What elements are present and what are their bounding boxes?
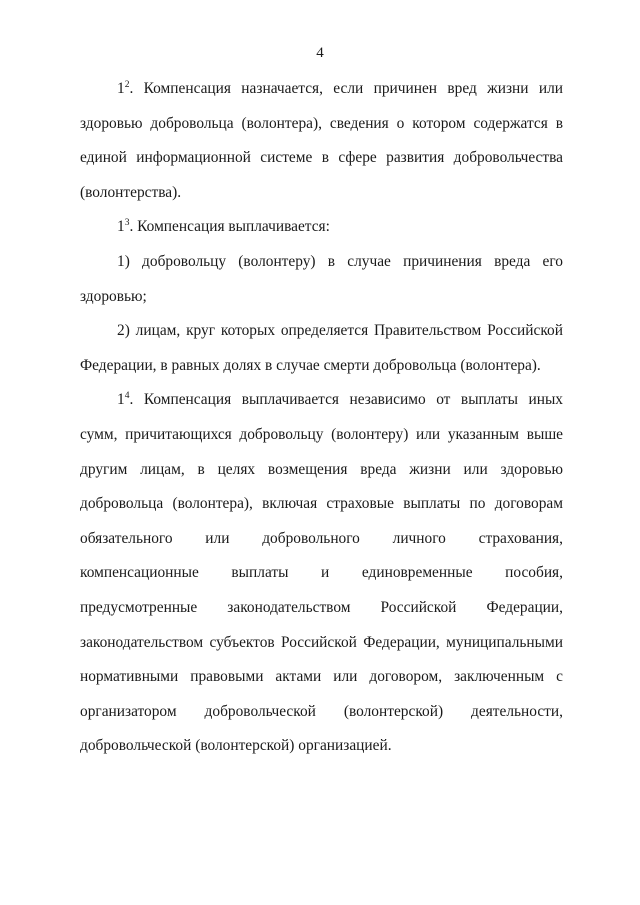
clause-marker-superscript: 3 [124, 218, 130, 229]
paragraph-text: Компенсация назначается, если причинен вред жизни или здоровью добровольца (волонтера), сведения о котором содержатся в единой информационной системе в сфере развития добровольчества (волонтерства). [80, 80, 563, 201]
clause-marker-dot: . [129, 80, 134, 97]
paragraph-text: 1) добровольцу (волонтеру) в случае причинения вреда его здоровью; [80, 252, 563, 305]
clause-marker: 1 [117, 391, 125, 409]
document-body [80, 72, 563, 764]
clause-marker-dot: . [129, 218, 134, 236]
paragraph-text: Компенсация выплачивается независимо от выплаты иных сумм, причитающихся добровольцу (волонтеру) или указанным выше другим лицам, в целях возмещения вреда жизни или здоровью добровольца (волонтера), включая страховые выплаты по договорам обязательного или добровольного личного страхования, компенсационные выплаты и единовременные пособия, предусмотренные законодательством Российской Федерации, законодательством субъектов Российской Федерации, муниципальными нормативными правовыми актами или договором, заключенным с организатором добровольческой (волонтерской) деятельности, добровольческой (волонтерской) организацией. [80, 391, 563, 755]
clause-marker-dot: . [129, 391, 134, 409]
clause-marker: 1 [117, 218, 125, 236]
list-item-1 [80, 245, 563, 314]
paragraph-text: 2) лицам, круг которых определяется Правительством Российской Федерации, в равных долях в случае смерти добровольца (волонтера). [80, 322, 563, 374]
clause-marker: 1 [117, 80, 125, 97]
paragraph-1-3 [80, 210, 563, 245]
clause-marker-superscript: 4 [124, 391, 130, 402]
clause-marker-superscript: 2 [124, 79, 130, 90]
list-item-2 [80, 314, 563, 383]
paragraph-1-2 [80, 72, 563, 210]
paragraph-1-4 [80, 383, 563, 764]
paragraph-text: Компенсация выплачивается: [137, 218, 330, 236]
page-number: 4 [316, 45, 324, 61]
